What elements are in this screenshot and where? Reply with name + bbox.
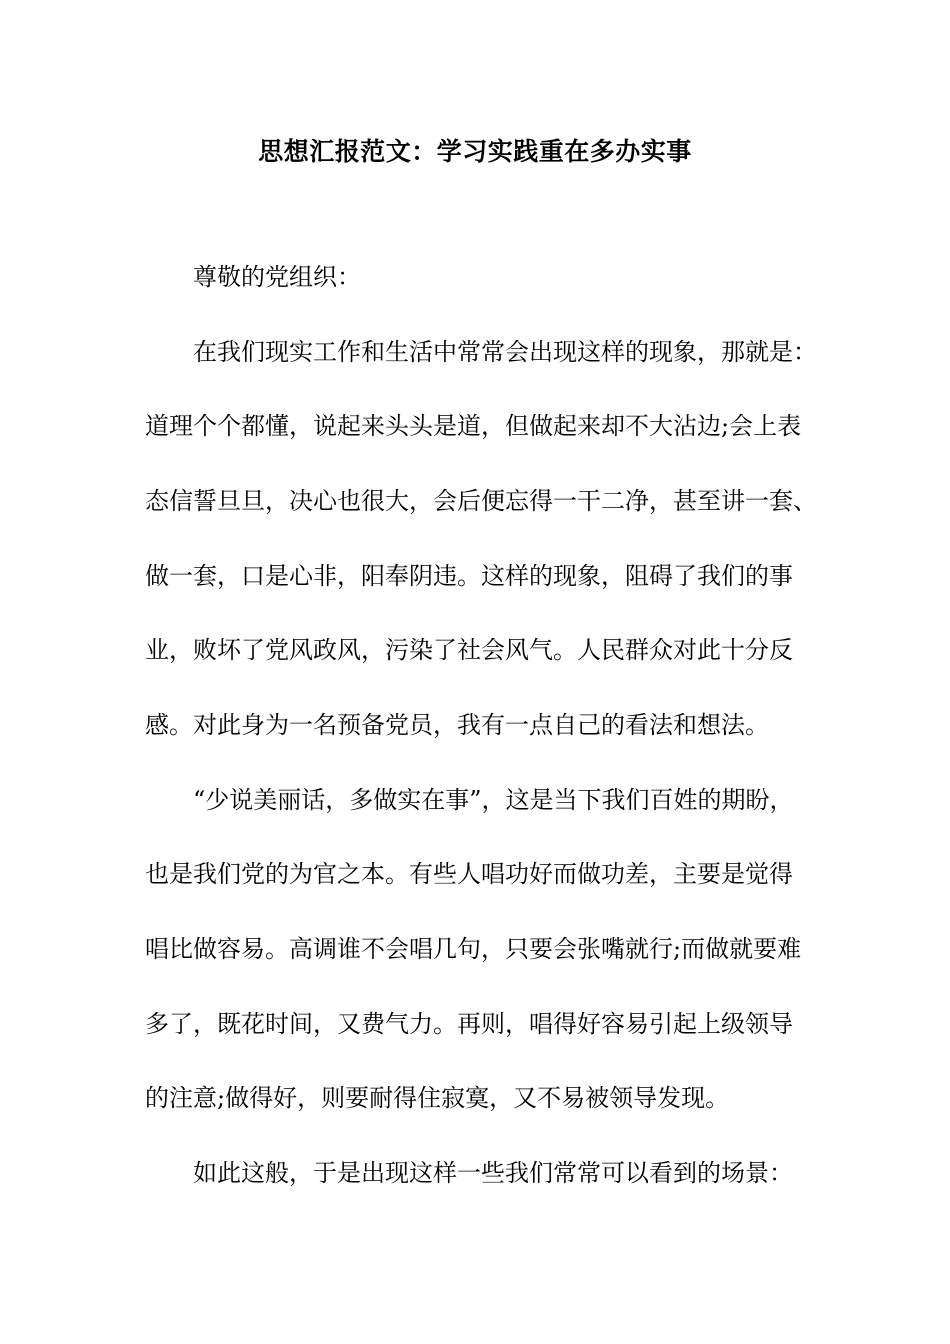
document-title: 思想汇报范文：学习实践重在多办实事 — [258, 137, 692, 166]
paragraph-1-line-2: 道理个个都懂，说起来头头是道，但做起来却不大沾边;会上表 — [145, 412, 802, 440]
paragraph-2-line-5: 的注意;做得好，则要耐得住寂寞，又不易被领导发现。 — [145, 1084, 730, 1112]
paragraph-1-line-1: 在我们现实工作和生活中常常会出现这样的现象，那就是： — [193, 338, 817, 366]
paragraph-1-line-5: 业，败坏了党风政风，污染了社会风气。人民群众对此十分反 — [145, 636, 793, 664]
paragraph-2-line-3: 唱比做容易。高调谁不会唱几句，只要会张嘴就行;而做就要难 — [145, 935, 802, 963]
paragraph-2-line-1: “少说美丽话，多做实在事”，这是当下我们百姓的期盼， — [193, 786, 794, 814]
paragraph-2-line-4: 多了，既花时间，又费气力。再则，唱得好容易引起上级领导 — [145, 1010, 793, 1038]
paragraph-1-line-4: 做一套，口是心非，阳奉阴违。这样的现象，阻碍了我们的事 — [145, 562, 793, 590]
paragraph-1-line-6: 感。对此身为一名预备党员，我有一点自己的看法和想法。 — [145, 711, 769, 739]
paragraph-2-line-2: 也是我们党的为官之本。有些人唱功好而做功差，主要是觉得 — [145, 860, 793, 888]
salutation-line: 尊敬的党组织： — [193, 263, 361, 291]
paragraph-1-line-3: 态信誓旦旦，决心也很大，会后便忘得一干二净，甚至讲一套、 — [145, 487, 817, 515]
paragraph-3-line-1: 如此这般，于是出现这样一些我们常常可以看到的场景： — [193, 1159, 793, 1187]
